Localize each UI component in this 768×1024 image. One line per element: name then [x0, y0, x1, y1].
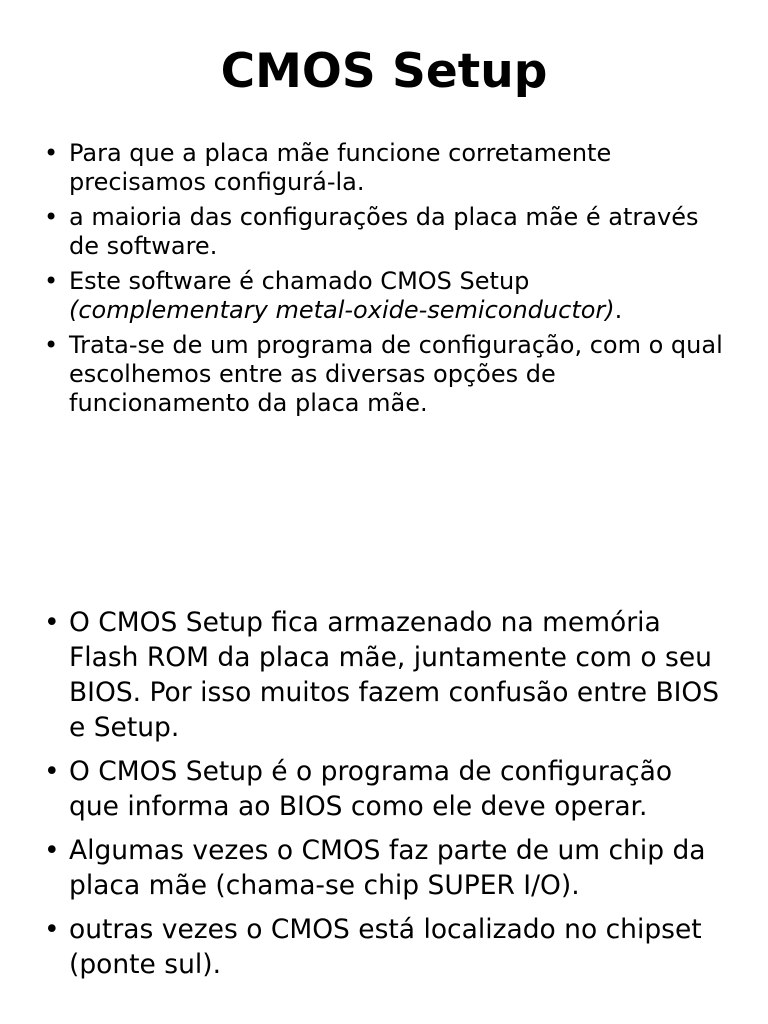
list-item — [40, 912, 730, 982]
bullet-text: Trata-se de um programa de configuração, com o qual escolhemos entre as diversas opções de funcionamento da placa mãe. — [69, 331, 723, 417]
bullet-italic-text: (complementary metal-oxide-semiconductor) — [69, 296, 615, 324]
bullet-text: outras vezes o CMOS está localizado no chipset (ponte sul). — [69, 914, 702, 980]
bullet-text: Para que a placa mãe funcione corretamente precisamos configurá-la. — [69, 139, 612, 196]
list-item — [40, 267, 730, 325]
bullet-text: Este software é chamado CMOS Setup — [69, 267, 530, 295]
list-item — [40, 203, 730, 261]
bullet-text: O CMOS Setup é o programa de configuração que informa ao BIOS como ele deve operar. — [69, 756, 673, 822]
list-item — [40, 605, 730, 745]
list-item — [40, 139, 730, 197]
bullet-list-details — [40, 605, 730, 991]
bullet-text: O CMOS Setup fica armazenado na memória Flash ROM da placa mãe, juntamente com o seu BIOS. Por isso muitos fazem confusão entre BIOS e Setup. — [69, 607, 720, 743]
list-item — [40, 331, 730, 418]
bullet-text: a maioria das configurações da placa mãe é através de software. — [69, 203, 699, 260]
bullet-tail-text: . — [614, 296, 623, 324]
list-item — [40, 833, 730, 903]
bullet-list-intro — [40, 139, 730, 424]
page-title: CMOS Setup — [220, 44, 548, 99]
list-item — [40, 754, 730, 824]
bullet-text: Algumas vezes o CMOS faz parte de um chip da placa mãe (chama-se chip SUPER I/O). — [69, 835, 706, 901]
